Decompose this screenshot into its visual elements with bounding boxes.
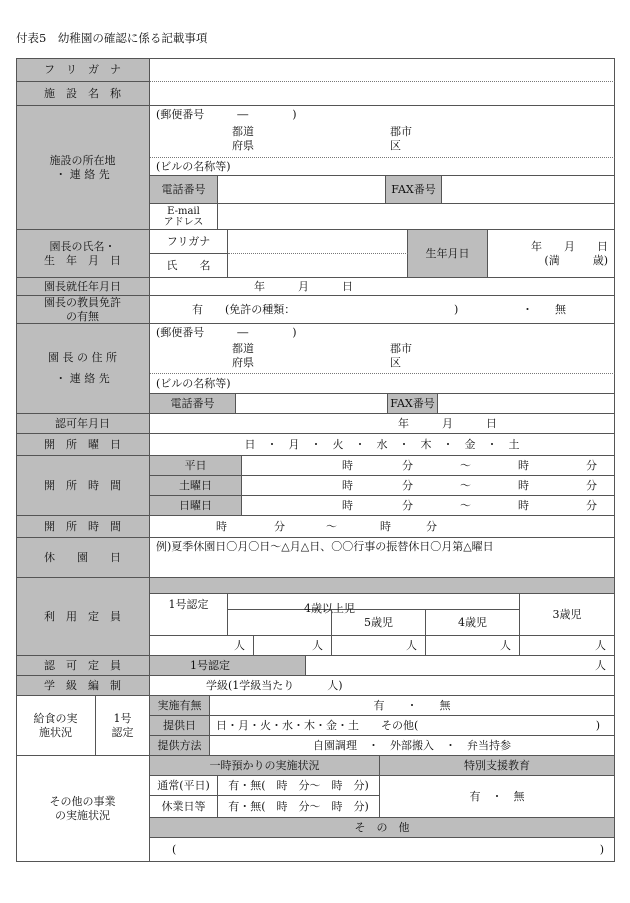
director-birth-value: 年 月 日 [531,239,608,253]
tilde: ～ [460,459,471,472]
facility-email-field[interactable] [218,204,615,230]
director-birth-label: 生年月日 [408,230,488,278]
hour-unit: 時 [518,479,529,492]
director-fuken-label: 府県 [232,356,254,369]
classes-label: 学 級 編 制 [16,676,150,696]
minute-unit: 分 [274,520,285,533]
tilde: ～ [460,499,471,512]
director-postal-label: (郵便番号 ― ) [156,326,297,339]
hour-unit: 時 [342,499,353,512]
meals-method-value: 自園調理 ・ 外部搬入 ・ 弁当持参 [313,738,511,752]
capacity-header-band [150,578,615,594]
meals-method-label: 提供方法 [150,736,210,756]
facility-furigana-label: フ リ ガ ナ [16,58,150,82]
director-name-label: 園長の氏名・ 生 年 月 日 [16,230,150,278]
capacity-age3-label: 3歳児 [520,594,615,636]
holiday-field[interactable] [150,538,615,578]
approved-capacity-label: 認 可 定 員 [16,656,150,676]
meals-impl-value: 有 ・ 無 [373,698,451,712]
open-hours2-field[interactable] [150,516,615,538]
director-phone-label: 電話番号 [150,394,236,414]
meals-impl-label: 実施有無 [150,696,210,716]
person-unit: 人 [234,638,245,652]
director-appointed-field[interactable] [150,278,615,296]
director-birth-field[interactable] [488,230,615,278]
director-building-field[interactable] [150,374,615,394]
approval-value: 年 月 日 [398,416,497,430]
facility-ku-label: 区 [390,139,401,152]
director-furigana-label: フリガナ [150,230,228,254]
approval-label: 認可年月日 [16,414,150,434]
meals-label: 給食の実 施状況 [16,696,96,756]
classes-value: 学級(1学級当たり 人) [206,678,343,692]
hour-unit: 時 [342,459,353,472]
meals-nintei-label: 1号 認定 [96,696,150,756]
temp-weekday-label: 通常(平日) [150,776,218,796]
director-gunshi-label: 郡市 [390,342,412,355]
director-phone-field[interactable] [236,394,388,414]
facility-furigana-field[interactable] [150,58,615,82]
facility-address-label: 施設の所在地 ・ 連 絡 先 [16,106,150,230]
facility-phone-field[interactable] [218,176,386,204]
tilde: ～ [460,479,471,492]
others-header: そ の 他 [150,818,615,838]
facility-name-label: 施 設 名 称 [16,82,150,106]
meals-days-value: 日・月・火・水・木・金・土 その他( [216,718,419,732]
director-todo-label: 都道 [232,342,254,355]
facility-address-field[interactable] [150,106,615,158]
open-days-value: 日 ・ 月 ・ 火 ・ 水 ・ 木 ・ 金 ・ 土 [244,437,520,451]
person-unit: 人 [500,638,511,652]
director-name-field[interactable] [228,254,408,278]
director-license-label: 園長の教員免許 の有無 [16,296,150,324]
hour-unit: 時 [518,459,529,472]
capacity-age4-field[interactable] [426,636,520,656]
capacity-age3-field[interactable] [520,636,615,656]
hour-unit: 時 [342,479,353,492]
open-hours-sunday-field[interactable] [242,496,615,516]
minute-unit: 分 [426,520,437,533]
person-unit: 人 [595,658,606,672]
form-table [16,58,615,862]
director-appointed-value: 年 月 日 [254,279,353,293]
special-field[interactable] [380,776,615,818]
facility-fuken-label: 府県 [232,139,254,152]
license-close-paren: ) [454,303,459,316]
director-fax-field[interactable] [438,394,615,414]
director-building-label: (ビルの名称等) [156,376,231,390]
capacity-nintei1-label: 1号認定 [150,594,228,636]
minute-unit: 分 [586,459,597,472]
minute-unit: 分 [402,459,413,472]
meals-impl-field[interactable] [210,696,615,716]
open-hours-weekday-label: 平日 [150,456,242,476]
facility-gunshi-label: 郡市 [390,125,412,138]
special-header: 特別支援教育 [380,756,615,776]
approved-capacity-field[interactable] [306,656,615,676]
hour-unit: 時 [518,499,529,512]
minute-unit: 分 [402,479,413,492]
director-address-label: 園 長 の 住 所 ・ 連 絡 先 [16,324,150,414]
others-field[interactable] [150,838,615,862]
open-hours-label: 開 所 時 間 [16,456,150,516]
capacity-label: 利 用 定 員 [16,578,150,656]
facility-phone-label: 電話番号 [150,176,218,204]
director-age-value: (満 歳) [544,253,608,267]
director-ku-label: 区 [390,356,401,369]
open-days-label: 開 所 曜 日 [16,434,150,456]
meals-days-label: 提供日 [150,716,210,736]
approval-field[interactable] [150,414,615,434]
director-fax-label: FAX番号 [388,394,438,414]
meals-method-field[interactable] [210,736,615,756]
form-title: 付表5 幼稚園の確認に係る記載事項 [16,31,208,45]
capacity-age5-label: 5歳児 [332,610,426,636]
hour-unit: 時 [380,520,391,533]
temp-header: 一時預かりの実施状況 [150,756,380,776]
tilde: ～ [326,520,337,533]
capacity-age5-field[interactable] [332,636,426,656]
temp-holiday-field[interactable] [218,796,380,818]
temp-holiday-label: 休業日等 [150,796,218,818]
open-hours-weekday-field[interactable] [242,456,615,476]
person-unit: 人 [312,638,323,652]
minute-unit: 分 [586,479,597,492]
facility-building-label: (ビルの名称等) [156,159,231,173]
director-appointed-label: 園長就任年月日 [16,278,150,296]
special-value: 有 ・ 無 [469,789,525,803]
classes-field[interactable] [150,676,615,696]
others-open-paren: ( [172,843,177,856]
temp-holiday-value: 有・無( 時 分～ 時 分) [228,799,369,813]
minute-unit: 分 [402,499,413,512]
director-license-field[interactable] [150,296,615,324]
open-hours-sunday-label: 日曜日 [150,496,242,516]
facility-fax-field[interactable] [442,176,615,204]
meals-days-field[interactable] [210,716,615,736]
capacity-over4-spacer [228,610,332,636]
facility-email-label: E-mail アドレス [150,204,218,230]
capacity-over4-label: 4歳以上児 [228,594,520,610]
open-hours-saturday-field[interactable] [242,476,615,496]
facility-fax-label: FAX番号 [386,176,442,204]
meals-days-close: ) [595,719,600,732]
open-hours2-label: 開 所 時 間 [16,516,150,538]
minute-unit: 分 [586,499,597,512]
facility-todo-label: 都道 [232,125,254,138]
capacity-age4-label: 4歳児 [426,610,520,636]
person-unit: 人 [406,638,417,652]
person-unit: 人 [595,638,606,652]
director-shimei-label: 氏 名 [150,254,228,278]
temp-weekday-field[interactable] [218,776,380,796]
capacity-over4-field[interactable] [254,636,332,656]
license-yes-text: 有 (免許の種類： [192,303,296,316]
holiday-example: 例)夏季休園日〇月〇日～△月△日、〇〇行事の振替休日〇月第△曜日 [156,540,494,553]
temp-weekday-value: 有・無( 時 分～ 時 分) [228,778,369,792]
hour-unit: 時 [216,520,227,533]
other-label: その他の事業 の実施状況 [16,756,150,862]
open-days-field[interactable] [150,434,615,456]
holiday-label: 休 園 日 [16,538,150,578]
others-close-paren: ) [599,843,604,856]
facility-postal-label: (郵便番号 ― ) [156,108,297,121]
facility-building-field[interactable] [150,158,615,176]
license-no-text: ・ 無 [522,303,566,316]
director-address-field[interactable] [150,324,615,374]
approved-nintei1-label: 1号認定 [150,656,306,676]
open-hours-saturday-label: 土曜日 [150,476,242,496]
capacity-nintei1-field[interactable] [150,636,254,656]
facility-name-field[interactable] [150,82,615,106]
director-furigana-field[interactable] [228,230,408,254]
